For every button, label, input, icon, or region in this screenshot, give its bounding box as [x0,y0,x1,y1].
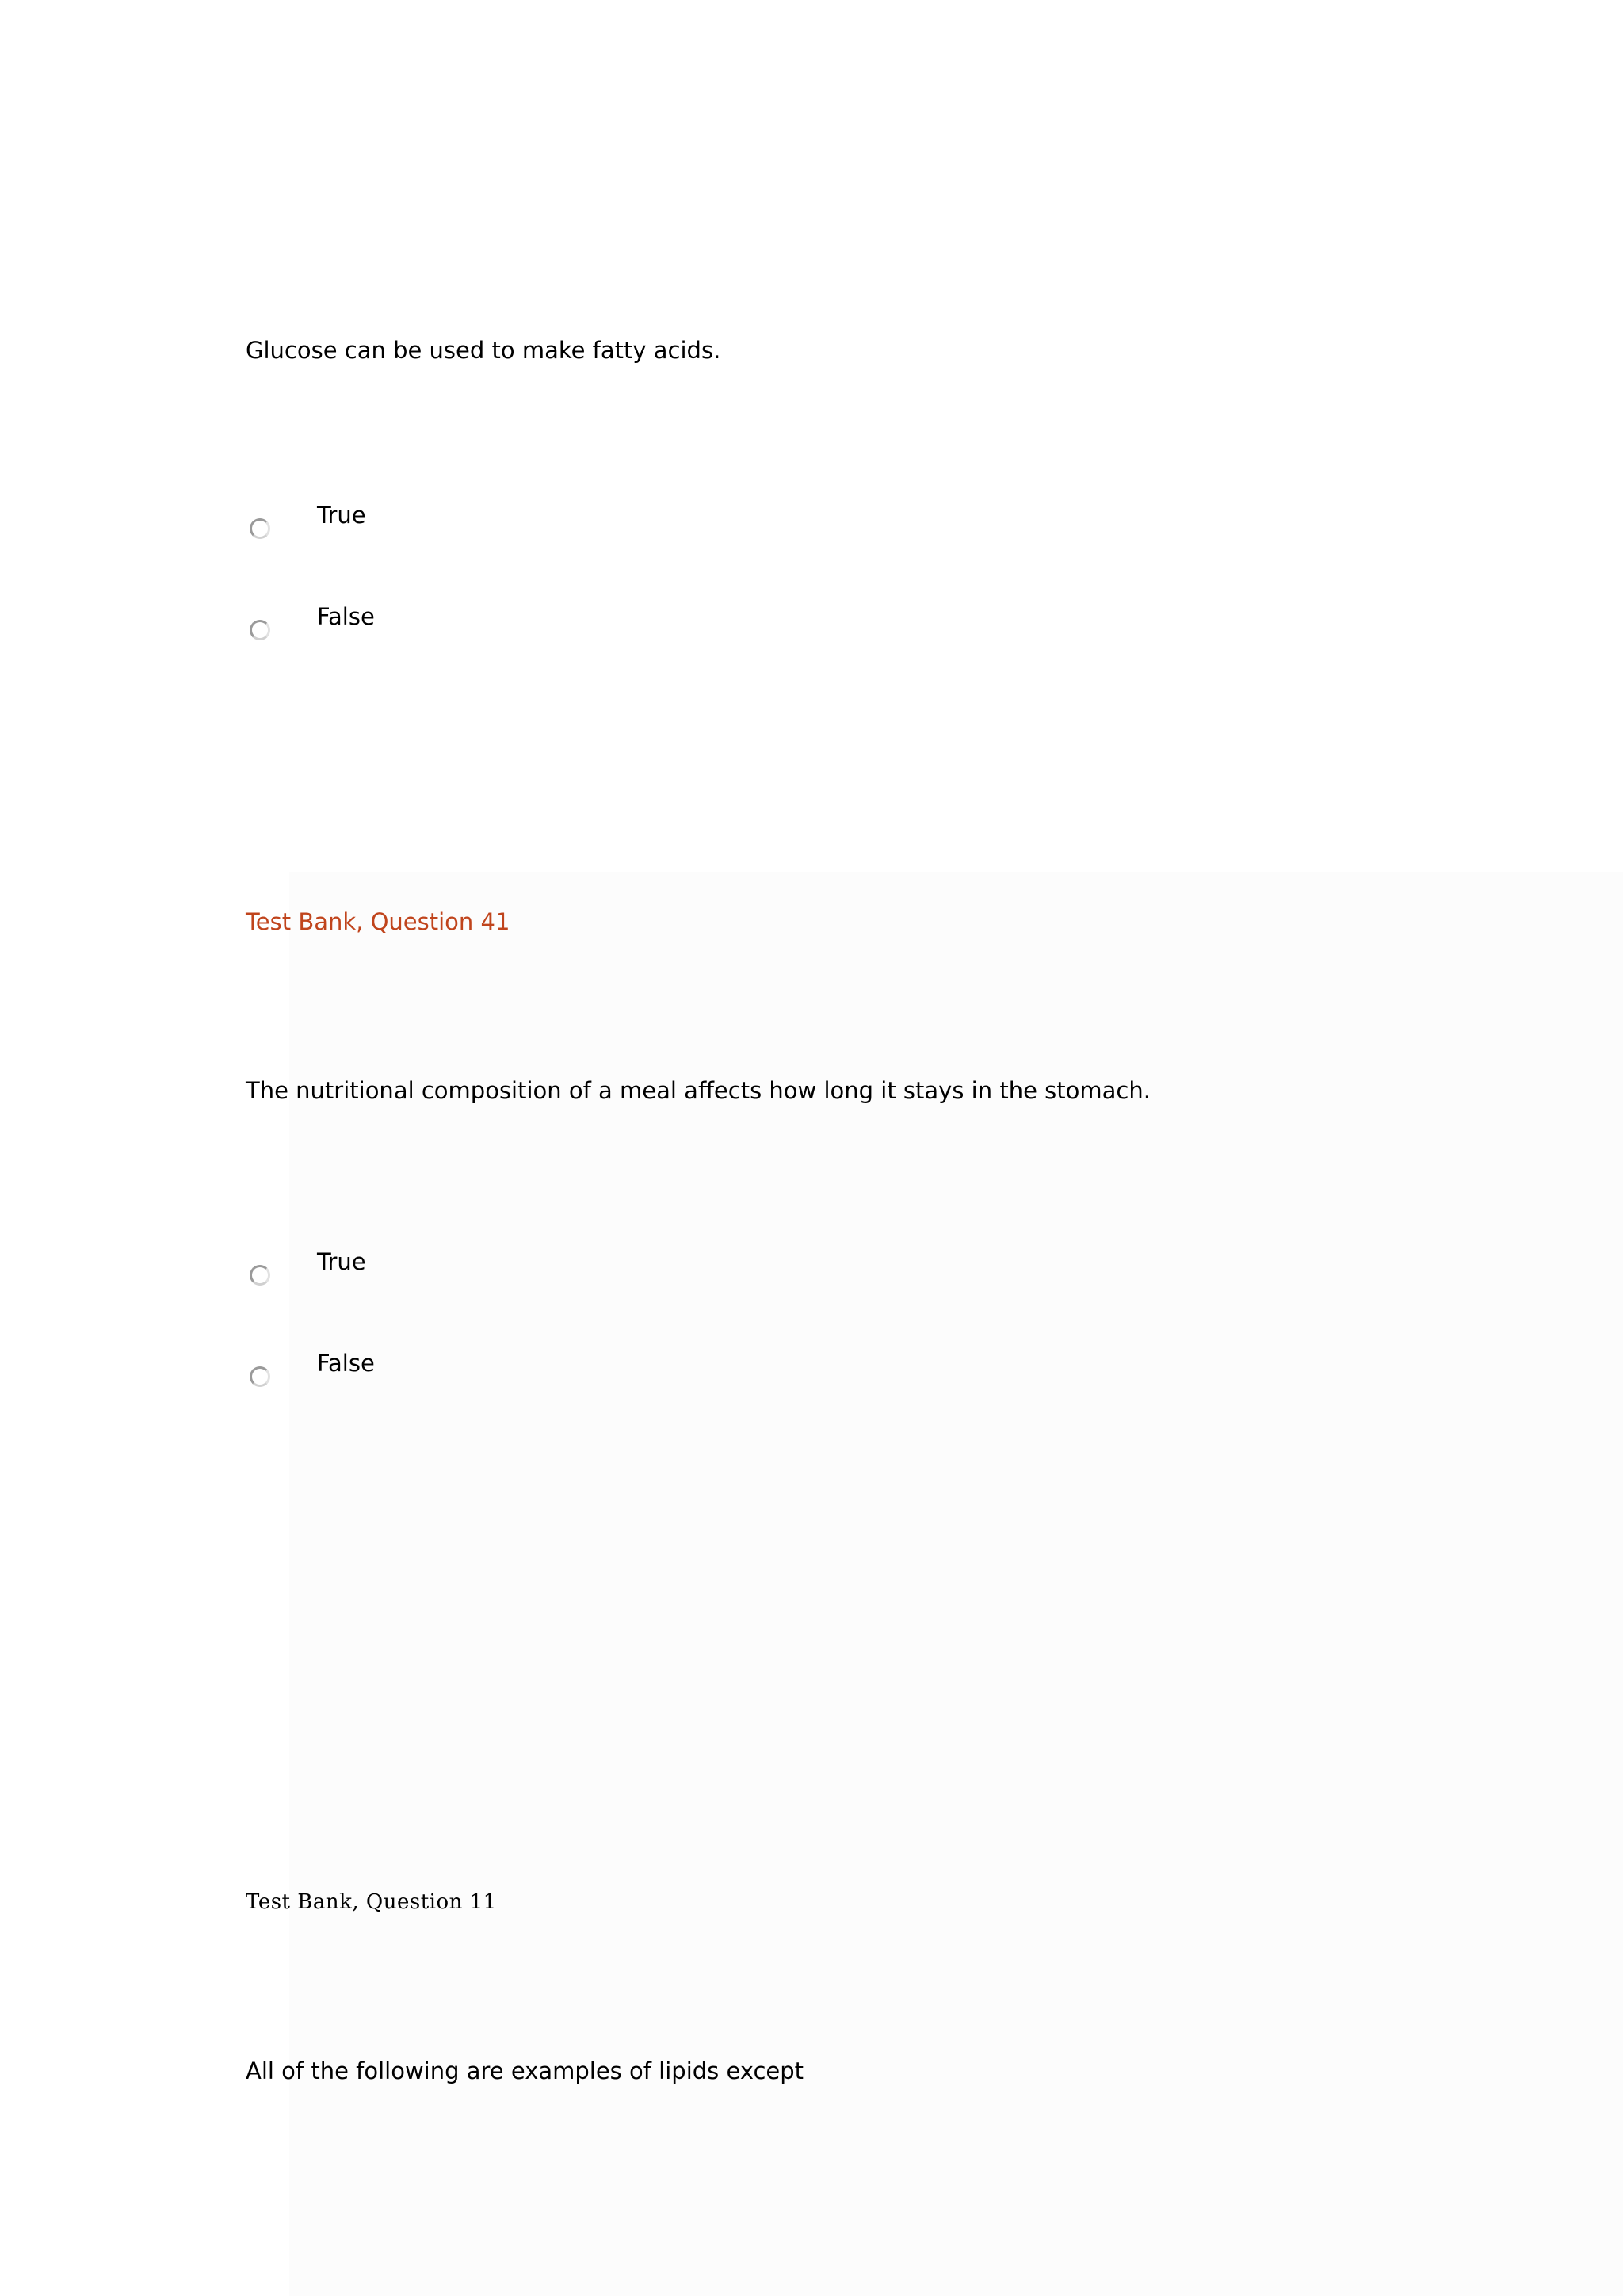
answer-option-true[interactable] [246,502,563,547]
radio-button[interactable] [250,1265,270,1286]
option-label: False [317,603,375,630]
radio-button[interactable] [250,518,270,539]
answer-option-false[interactable] [246,603,563,648]
answer-option-true[interactable] [246,1248,563,1293]
radio-button[interactable] [250,1366,270,1387]
option-label: True [317,1248,366,1275]
question-prompt: Glucose can be used to make fatty acids. [246,337,721,364]
option-label: False [317,1350,375,1377]
radio-button[interactable] [250,620,270,640]
question-heading: Test Bank, Question 41 [246,908,510,935]
question-prompt: All of the following are examples of lipids except [246,2057,804,2084]
question-heading: Test Bank, Question 11 [246,1890,497,1914]
answer-option-false[interactable] [246,1350,563,1395]
question-prompt: The nutritional composition of a meal affects how long it stays in the stomach. [246,1077,1151,1104]
option-label: True [317,502,366,529]
